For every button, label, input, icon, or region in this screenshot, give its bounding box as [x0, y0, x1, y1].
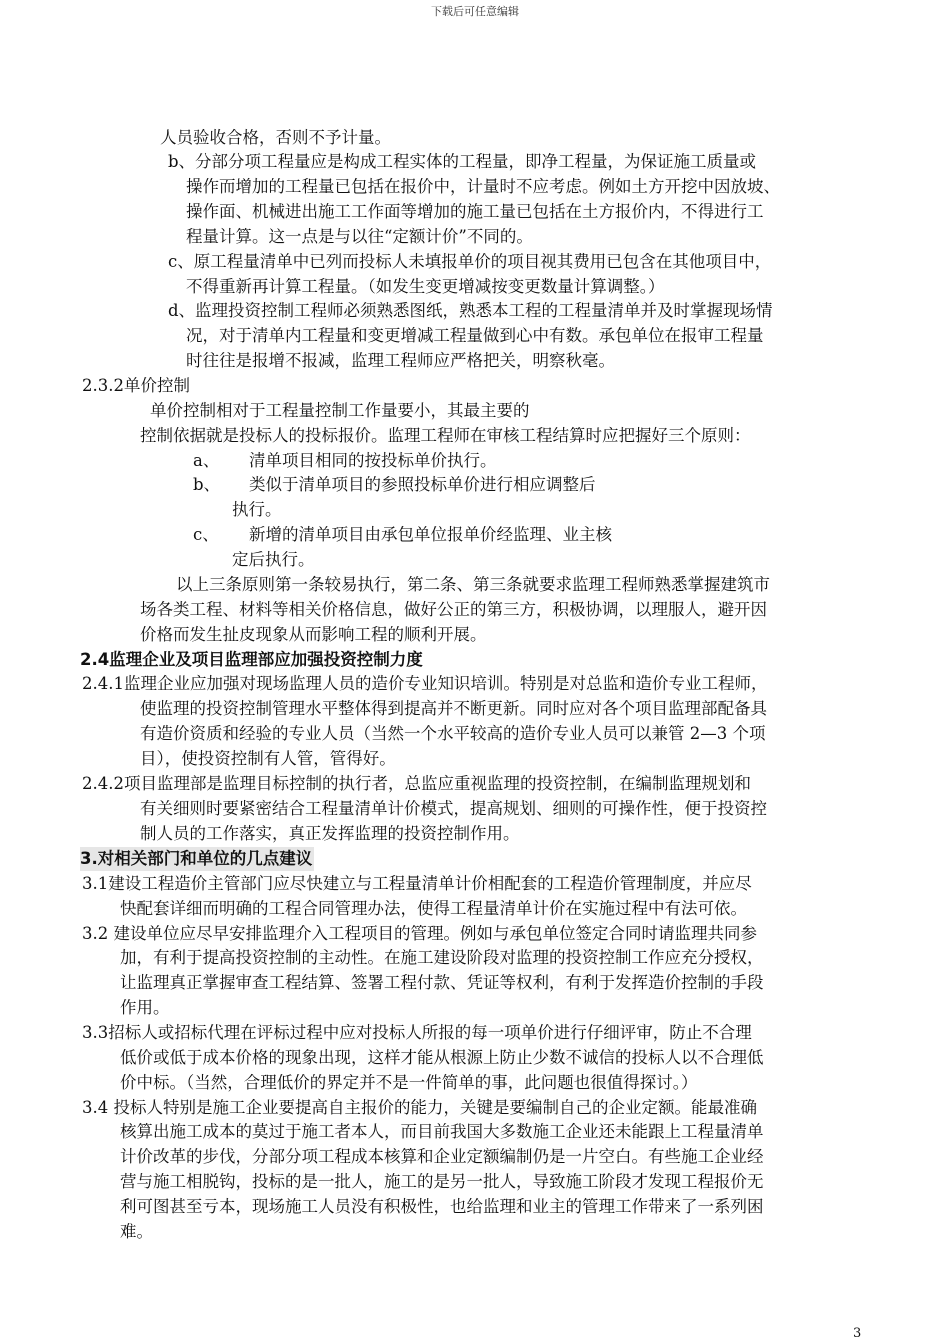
text-line: 作用。 [120, 998, 170, 1017]
text-line: 让监理真正掌握审查工程结算、签署工程付款、凭证等权利，有利于发挥造价控制的手段 [120, 973, 764, 992]
list-item: 清单项目相同的按投标单价执行。 [249, 451, 497, 470]
text-line: 低价或低于成本价格的现象出现，这样才能从根源上防止少数不诚信的投标人以不合理低 [120, 1048, 764, 1067]
text-line: 2.4.2项目监理部是监理目标控制的执行者，总监应重视监理的投资控制，在编制监理规划和 [82, 774, 751, 793]
text-line: 执行。 [232, 500, 282, 519]
text-line: 操作而增加的工程量已包括在报价中，计量时不应考虑。例如土方开挖中因放坡、 [186, 177, 780, 196]
text-line: 难。 [120, 1222, 153, 1241]
text-line: d、监理投资控制工程师必须熟悉图纸，熟悉本工程的工程量清单并及时掌握现场情 [168, 301, 773, 320]
text-line: 场各类工程、材料等相关价格信息，做好公正的第三方，积极协调，以理服人，避开因 [140, 600, 767, 619]
text-line: 有造价资质和经验的专业人员（当然一个水平较高的造价专业人员可以兼管 2—3 个项 [140, 724, 766, 743]
text-line: 操作面、机械进出施工工作面等增加的施工量已包括在土方报价内，不得进行工 [186, 202, 764, 221]
text-line: 使监理的投资控制管理水平整体得到提高并不断更新。同时应对各个项目监理部配备具 [140, 699, 767, 718]
text-line: 控制依据就是投标人的投标报价。监理工程师在审核工程结算时应把握好三个原则： [140, 426, 751, 445]
list-marker: b、 [193, 475, 221, 494]
list-item: 类似于清单项目的参照投标单价进行相应调整后 [249, 475, 596, 494]
text-line: 计价改革的步伐，分部分项工程成本核算和企业定额编制仍是一片空白。有些施工企业经 [120, 1147, 764, 1166]
text-line: 利可图甚至亏本，现场施工人员没有积极性，也给监理和业主的管理工作带来了一系列困 [120, 1197, 764, 1216]
text-line: 价中标。（当然，合理低价的界定并不是一件简单的事，此问题也很值得探讨。） [120, 1073, 698, 1092]
text-line: 人员验收合格，否则不予计量。 [160, 128, 391, 147]
list-item: 新增的清单项目由承包单位报单价经监理、业主核 [249, 525, 612, 544]
text-line: 目），使投资控制有人管，管得好。 [140, 749, 396, 768]
page-header: 下载后可任意编辑 [431, 5, 519, 18]
text-line: 价格而发生扯皮现象从而影响工程的顺利开展。 [140, 625, 487, 644]
list-marker: c、 [193, 525, 219, 544]
text-line: 时往往是报增不报减，监理工程师应严格把关，明察秋毫。 [186, 351, 615, 370]
text-line: 营与施工相脱钩，投标的是一批人，施工的是另一批人，导致施工阶段才发现工程报价无 [120, 1172, 764, 1191]
text-line: 2.4.1监理企业应加强对现场监理人员的造价专业知识培训。特别是对总监和造价专业工程师， [82, 674, 768, 693]
text-line: 3.2 建设单位应尽早安排监理介入工程项目的管理。例如与承包单位签定合同时请监理共同参 [82, 924, 757, 943]
text-line: 加，有利于提高投资控制的主动性。在施工建设阶段对监理的投资控制工作应充分授权， [120, 948, 764, 967]
text-line: 核算出施工成本的莫过于施工者本人，而目前我国大多数施工企业还未能跟上工程量清单 [120, 1122, 764, 1141]
text-line: 单价控制相对于工程量控制工作量要小，其最主要的 [150, 401, 530, 420]
text-line: 况，对于清单内工程量和变更增减工程量做到心中有数。承包单位在报审工程量 [186, 326, 764, 345]
text-line: 有关细则时要紧密结合工程量清单计价模式，提高规划、细则的可操作性，便于投资控 [140, 799, 767, 818]
text-line: 定后执行。 [232, 550, 315, 569]
page-number: 3 [853, 1326, 862, 1341]
text-line: 3.1建设工程造价主管部门应尽快建立与工程量清单计价相配套的工程造价管理制度，并应尽 [82, 874, 752, 893]
section-heading-3: 3.对相关部门和单位的几点建议 [80, 847, 314, 871]
text-line: 制人员的工作落实，真正发挥监理的投资控制作用。 [140, 824, 520, 843]
section-heading-2-4: 2.4监理企业及项目监理部应加强投资控制力度 [80, 650, 423, 669]
text-line: 快配套详细而明确的工程合同管理办法，使得工程量清单计价在实施过程中有法可依。 [120, 899, 747, 918]
text-line: 以上三条原则第一条较易执行，第二条、第三条就要求监理工程师熟悉掌握建筑市 [176, 575, 770, 594]
text-line: b、分部分项工程量应是构成工程实体的工程量，即净工程量，为保证施工质量或 [168, 152, 757, 171]
text-line: 3.3招标人或招标代理在评标过程中应对投标人所报的每一项单价进行仔细评审，防止不合理 [82, 1023, 752, 1042]
text-line: 不得重新再计算工程量。（如发生变更增减按变更数量计算调整。） [186, 277, 665, 296]
text-line: c、原工程量清单中已列而投标人未填报单价的项目视其费用已包含在其他项目中， [168, 252, 772, 271]
list-marker: a、 [193, 451, 220, 470]
text-line: 程量计算。这一点是与以往“定额计价”不同的。 [186, 227, 533, 246]
section-heading-2-3-2: 2.3.2单价控制 [82, 376, 190, 395]
text-line: 3.4 投标人特别是施工企业要提高自主报价的能力，关键是要编制自己的企业定额。能最准确 [82, 1098, 757, 1117]
